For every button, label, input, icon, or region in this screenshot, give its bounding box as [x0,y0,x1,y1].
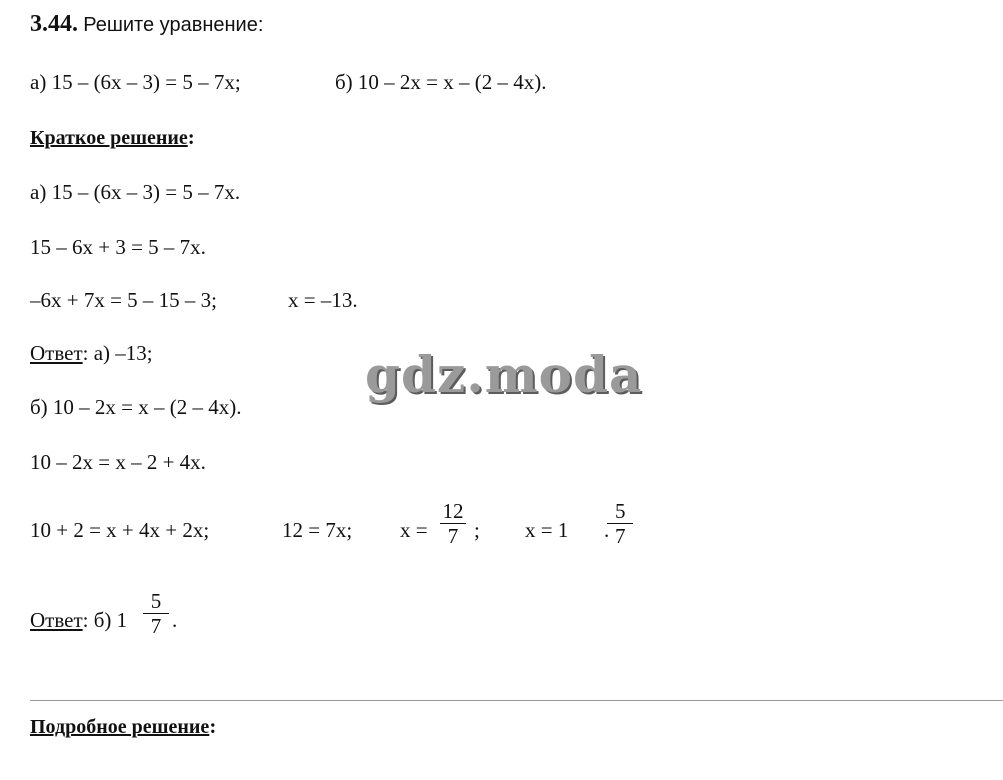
watermark: gdz.moda [365,345,643,404]
short-solution-heading-text: Краткое решение [30,127,188,149]
solution-a-line3 [30,288,358,312]
detailed-solution-heading [30,716,216,737]
answer-fraction-numerator: 5 [150,589,162,613]
solution-b-line3-end: . [604,518,610,542]
solution-a-line3-text: –6x + 7x = 5 – 15 – 3; [30,288,218,312]
answer-b [30,589,178,650]
short-solution-heading-colon: : [187,125,195,149]
fraction-12-7-denominator: 7 [447,524,459,549]
solution-b-x-equals-2: x = 1 [525,518,569,542]
answer-fraction-denominator: 7 [150,614,162,639]
problem-part-a: а) 15 – (6x – 3) = 5 – 7x; [30,70,241,94]
fraction-5-7-numerator: 5 [615,499,626,523]
answer-a-label: Ответ [30,341,83,365]
fraction-5-7-denominator: 7 [615,524,626,549]
fraction-12-7-numerator: 12 [442,499,464,523]
problem-statement [30,70,547,94]
solution-b-line2: 10 – 2x = x – 2 + 4x. [30,450,206,474]
problem-part-b: б) 10 – 2x = x – (2 – 4x). [335,70,547,94]
solution-a-line2: 15 – 6x + 3 = 5 – 7x. [30,235,206,259]
answer-b-label: Ответ [30,608,83,632]
answer-b-prefix: : б) 1 [82,608,128,632]
solution-b-x-equals-1: x = [400,518,428,542]
solution-b-line3-part1: 10 + 2 = x + 4x + 2x; [30,518,210,542]
problem-number: 3.44. [30,11,78,37]
detailed-solution-heading-colon: : [209,714,217,738]
answer-b-end: . [172,608,178,632]
solution-b-line3-part2: 12 = 7x; [282,518,353,542]
answer-a-value: : а) –13; [82,341,153,365]
fraction-5-7 [607,500,633,547]
section-divider [30,700,1003,701]
solution-b-line1: б) 10 – 2x = x – (2 – 4x). [30,395,242,419]
fraction-12-7 [440,500,466,547]
detailed-solution-heading-text: Подробное решение [30,716,210,738]
answer-fraction-5-7 [143,590,169,637]
problem-title [30,12,263,36]
solution-b-line3 [30,499,626,560]
short-solution-heading [30,127,195,148]
answer-a [30,343,153,364]
solution-a-line1: а) 15 – (6x – 3) = 5 – 7x. [30,180,241,204]
problem-instruction: Решите уравнение: [83,14,264,36]
solution-a-result: x = –13. [288,288,358,312]
solution-b-separator: ; [474,518,480,542]
